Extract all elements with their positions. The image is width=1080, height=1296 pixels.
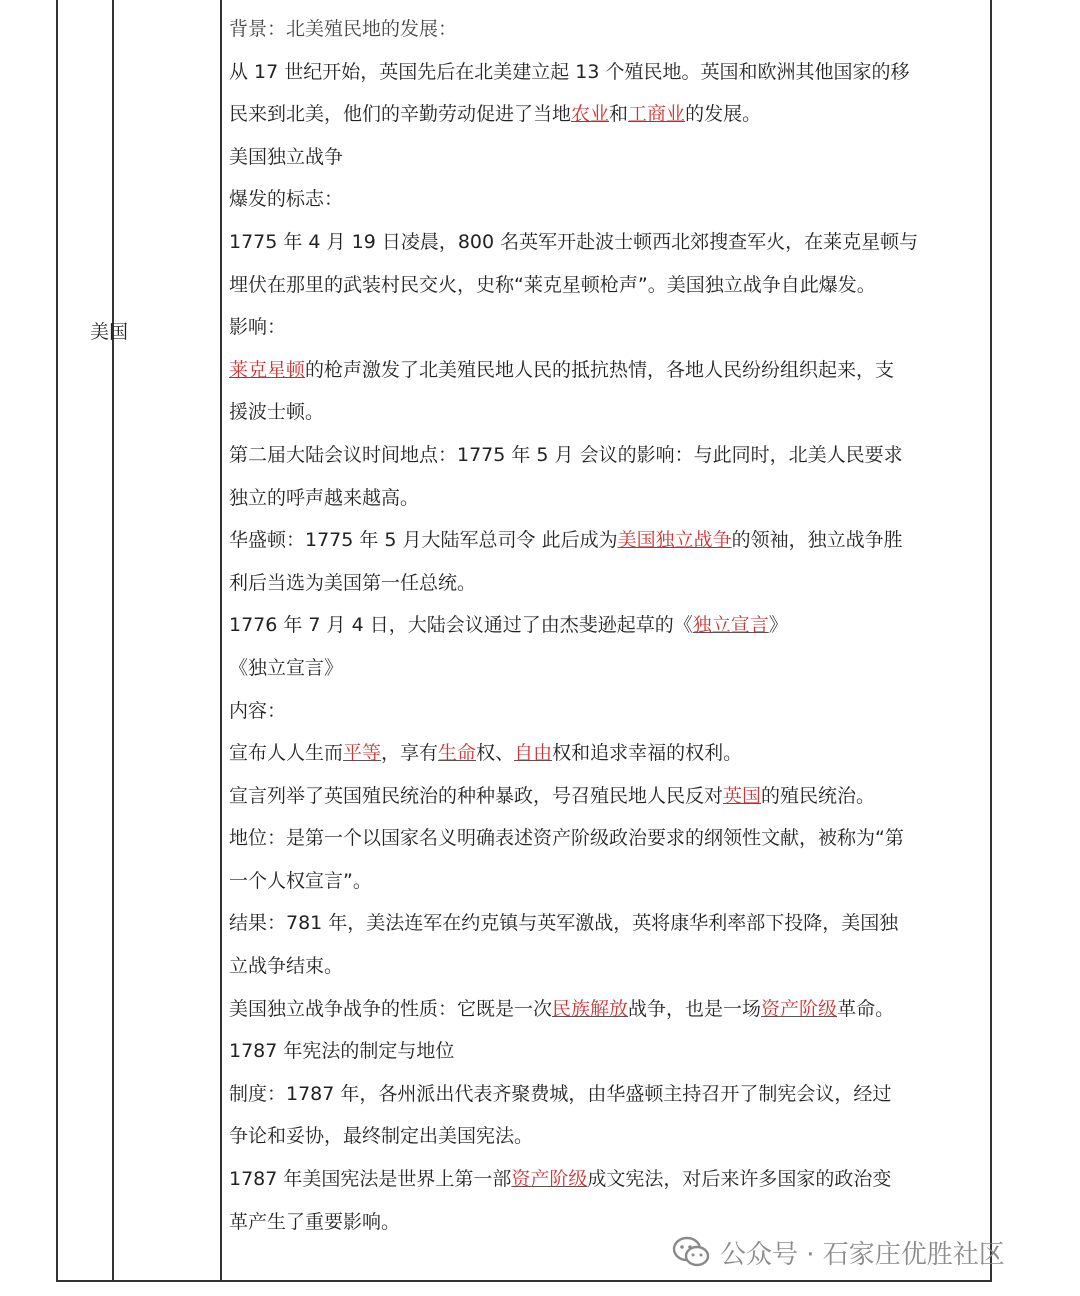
keyword-highlight: 独立宣言 (692, 614, 769, 637)
content-cell (229, 8, 985, 1243)
keyword-highlight: 工商业 (628, 103, 686, 126)
constitution-line: 革产生了重要影响。 (229, 1210, 401, 1233)
section-title: 美国独立战争 (229, 145, 344, 168)
declaration-content-line: 宣言列举了英国殖民统治的种种暴政，号召殖民地人民反对英国的殖民统治。 (229, 784, 876, 807)
declaration-status-line: 地位：是第一个以国家名义明确表述资产阶级政治要求的纲领性文献，被称为“第 (229, 827, 904, 850)
watermark (672, 1230, 1005, 1274)
keyword-highlight: 平等 (343, 742, 382, 765)
outbreak-line: 埋伏在那里的武装村民交火，史称“莱克星顿枪声”。美国独立战争自此爆发。 (229, 273, 876, 296)
keyword-highlight: 农业 (571, 103, 610, 126)
impact-label: 影响： (229, 316, 287, 339)
section-title: 1787 年宪法的制定与地位 (229, 1040, 455, 1063)
outbreak-label: 爆发的标志： (229, 188, 344, 211)
keyword-highlight: 英国 (723, 784, 762, 807)
keyword-highlight: 生命 (438, 742, 477, 765)
declaration-status-line: 一个人权宣言”。 (229, 869, 372, 892)
section-title: 《独立宣言》 (229, 656, 344, 679)
watermark-text: 公众号 · 石家庄优胜社区 (720, 1239, 1005, 1270)
constitution-line: 1787 年美国宪法是世界上第一部资产阶级成文宪法，对后来许多国家的政治变 (229, 1168, 892, 1191)
declaration-content-line: 宣布人人生而平等，享有生命权、自由权和追求幸福的权利。 (229, 742, 743, 765)
congress-line: 独立的呼声越来越高。 (229, 486, 420, 509)
content-label: 内容： (229, 699, 287, 722)
impact-line: 莱克星顿的枪声激发了北美殖民地人民的抵抗热情，各地人民纷纷组织起来，支 (229, 358, 895, 381)
result-line: 结果：781 年，美法连军在约克镇与英军激战，英将康华利率部下投降，美国独 (229, 912, 899, 935)
impact-line: 援波士顿。 (229, 401, 325, 424)
washington-line: 利后当选为美国第一任总统。 (229, 571, 477, 594)
country-cell: 美国 (89, 321, 128, 343)
declaration-line: 1776 年 7 月 4 日，大陆会议通过了由杰斐逊起草的《独立宣言》 (229, 614, 788, 637)
wechat-icon (672, 1236, 710, 1268)
table-column-divider (112, 0, 114, 1280)
background-line: 民来到北美，他们的辛勤劳动促进了当地农业和工商业的发展。 (229, 103, 762, 126)
constitution-line: 制度：1787 年，各州派出代表齐聚费城，由华盛顿主持召开了制宪会议，经过 (229, 1082, 892, 1105)
background-line: 从 17 世纪开始，英国先后在北美建立起 13 个殖民地。英国和欧洲其他国家的移 (229, 60, 910, 83)
keyword-highlight: 民族解放 (552, 997, 629, 1020)
result-line: 立战争结束。 (229, 955, 344, 978)
keyword-highlight: 自由 (514, 742, 553, 765)
nature-line: 美国独立战争战争的性质：它既是一次民族解放战争，也是一场资产阶级革命。 (229, 997, 895, 1020)
congress-line: 第二届大陆会议时间地点：1775 年 5 月 会议的影响：与此同时，北美人民要求 (229, 443, 903, 466)
washington-line: 华盛顿：1775 年 5 月大陆军总司令 此后成为美国独立战争的领袖，独立战争胜 (229, 529, 903, 552)
keyword-highlight: 莱克星顿 (229, 358, 306, 381)
background-heading: 背景：北美殖民地的发展： (229, 18, 458, 40)
outbreak-line: 1775 年 4 月 19 日凌晨，800 名英军开赴波士顿西北郊搜查军火，在莱克星顿与 (229, 230, 919, 253)
keyword-highlight: 美国独立战争 (617, 529, 732, 552)
table-column-divider (220, 0, 222, 1280)
keyword-highlight: 资产阶级 (761, 997, 838, 1020)
constitution-line: 争论和妥协，最终制定出美国宪法。 (229, 1125, 534, 1148)
keyword-highlight: 资产阶级 (511, 1168, 588, 1191)
